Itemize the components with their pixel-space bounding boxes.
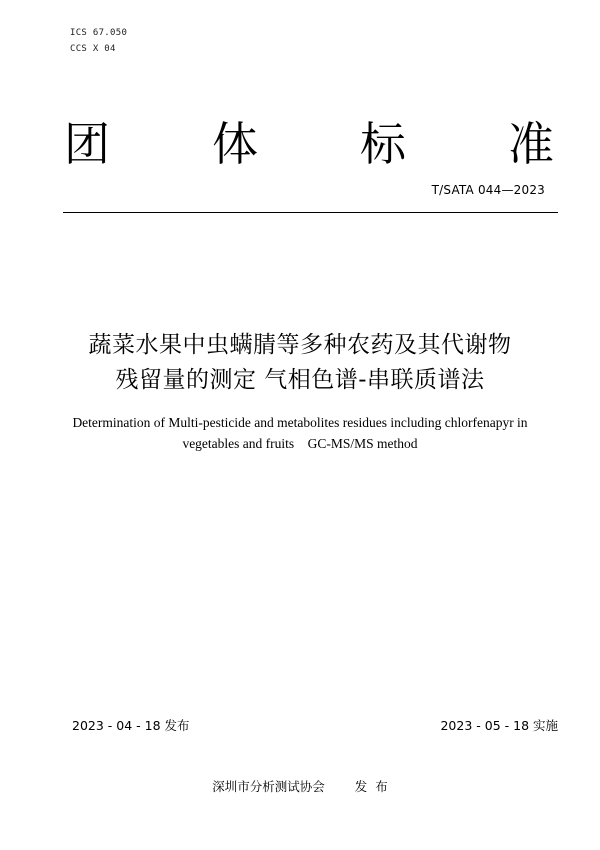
heading-char-4: 准	[508, 117, 554, 171]
ccs-code: CCS X 04	[70, 44, 116, 54]
standard-type-heading	[64, 116, 554, 172]
heading-char-1: 团	[64, 117, 110, 171]
issue-date: 2023 - 04 - 18 发布	[72, 718, 190, 733]
heading-char-3: 标	[360, 117, 406, 171]
chinese-title-line-1: 蔬菜水果中虫螨腈等多种农药及其代谢物	[88, 332, 512, 358]
english-title-line-2: vegetables and fruits GC-MS/MS method	[182, 436, 418, 451]
english-title	[40, 412, 560, 454]
english-title-line-1: Determination of Multi-pesticide and metabolites residues including chlorfenapyr in	[72, 415, 528, 430]
standard-number: T/SATA 044—2023	[431, 183, 545, 197]
ics-code: ICS 67.050	[70, 28, 128, 38]
chinese-title	[40, 328, 560, 398]
header-divider	[63, 212, 558, 213]
implementation-date: 2023 - 05 - 18 实施	[440, 718, 558, 733]
publish-label: 发 布	[354, 779, 388, 794]
chinese-title-line-2: 残留量的测定 气相色谱-串联质谱法	[115, 367, 485, 393]
heading-char-2: 体	[212, 117, 258, 171]
publisher-line	[0, 777, 600, 795]
publisher-name: 深圳市分析测试协会	[212, 779, 325, 794]
